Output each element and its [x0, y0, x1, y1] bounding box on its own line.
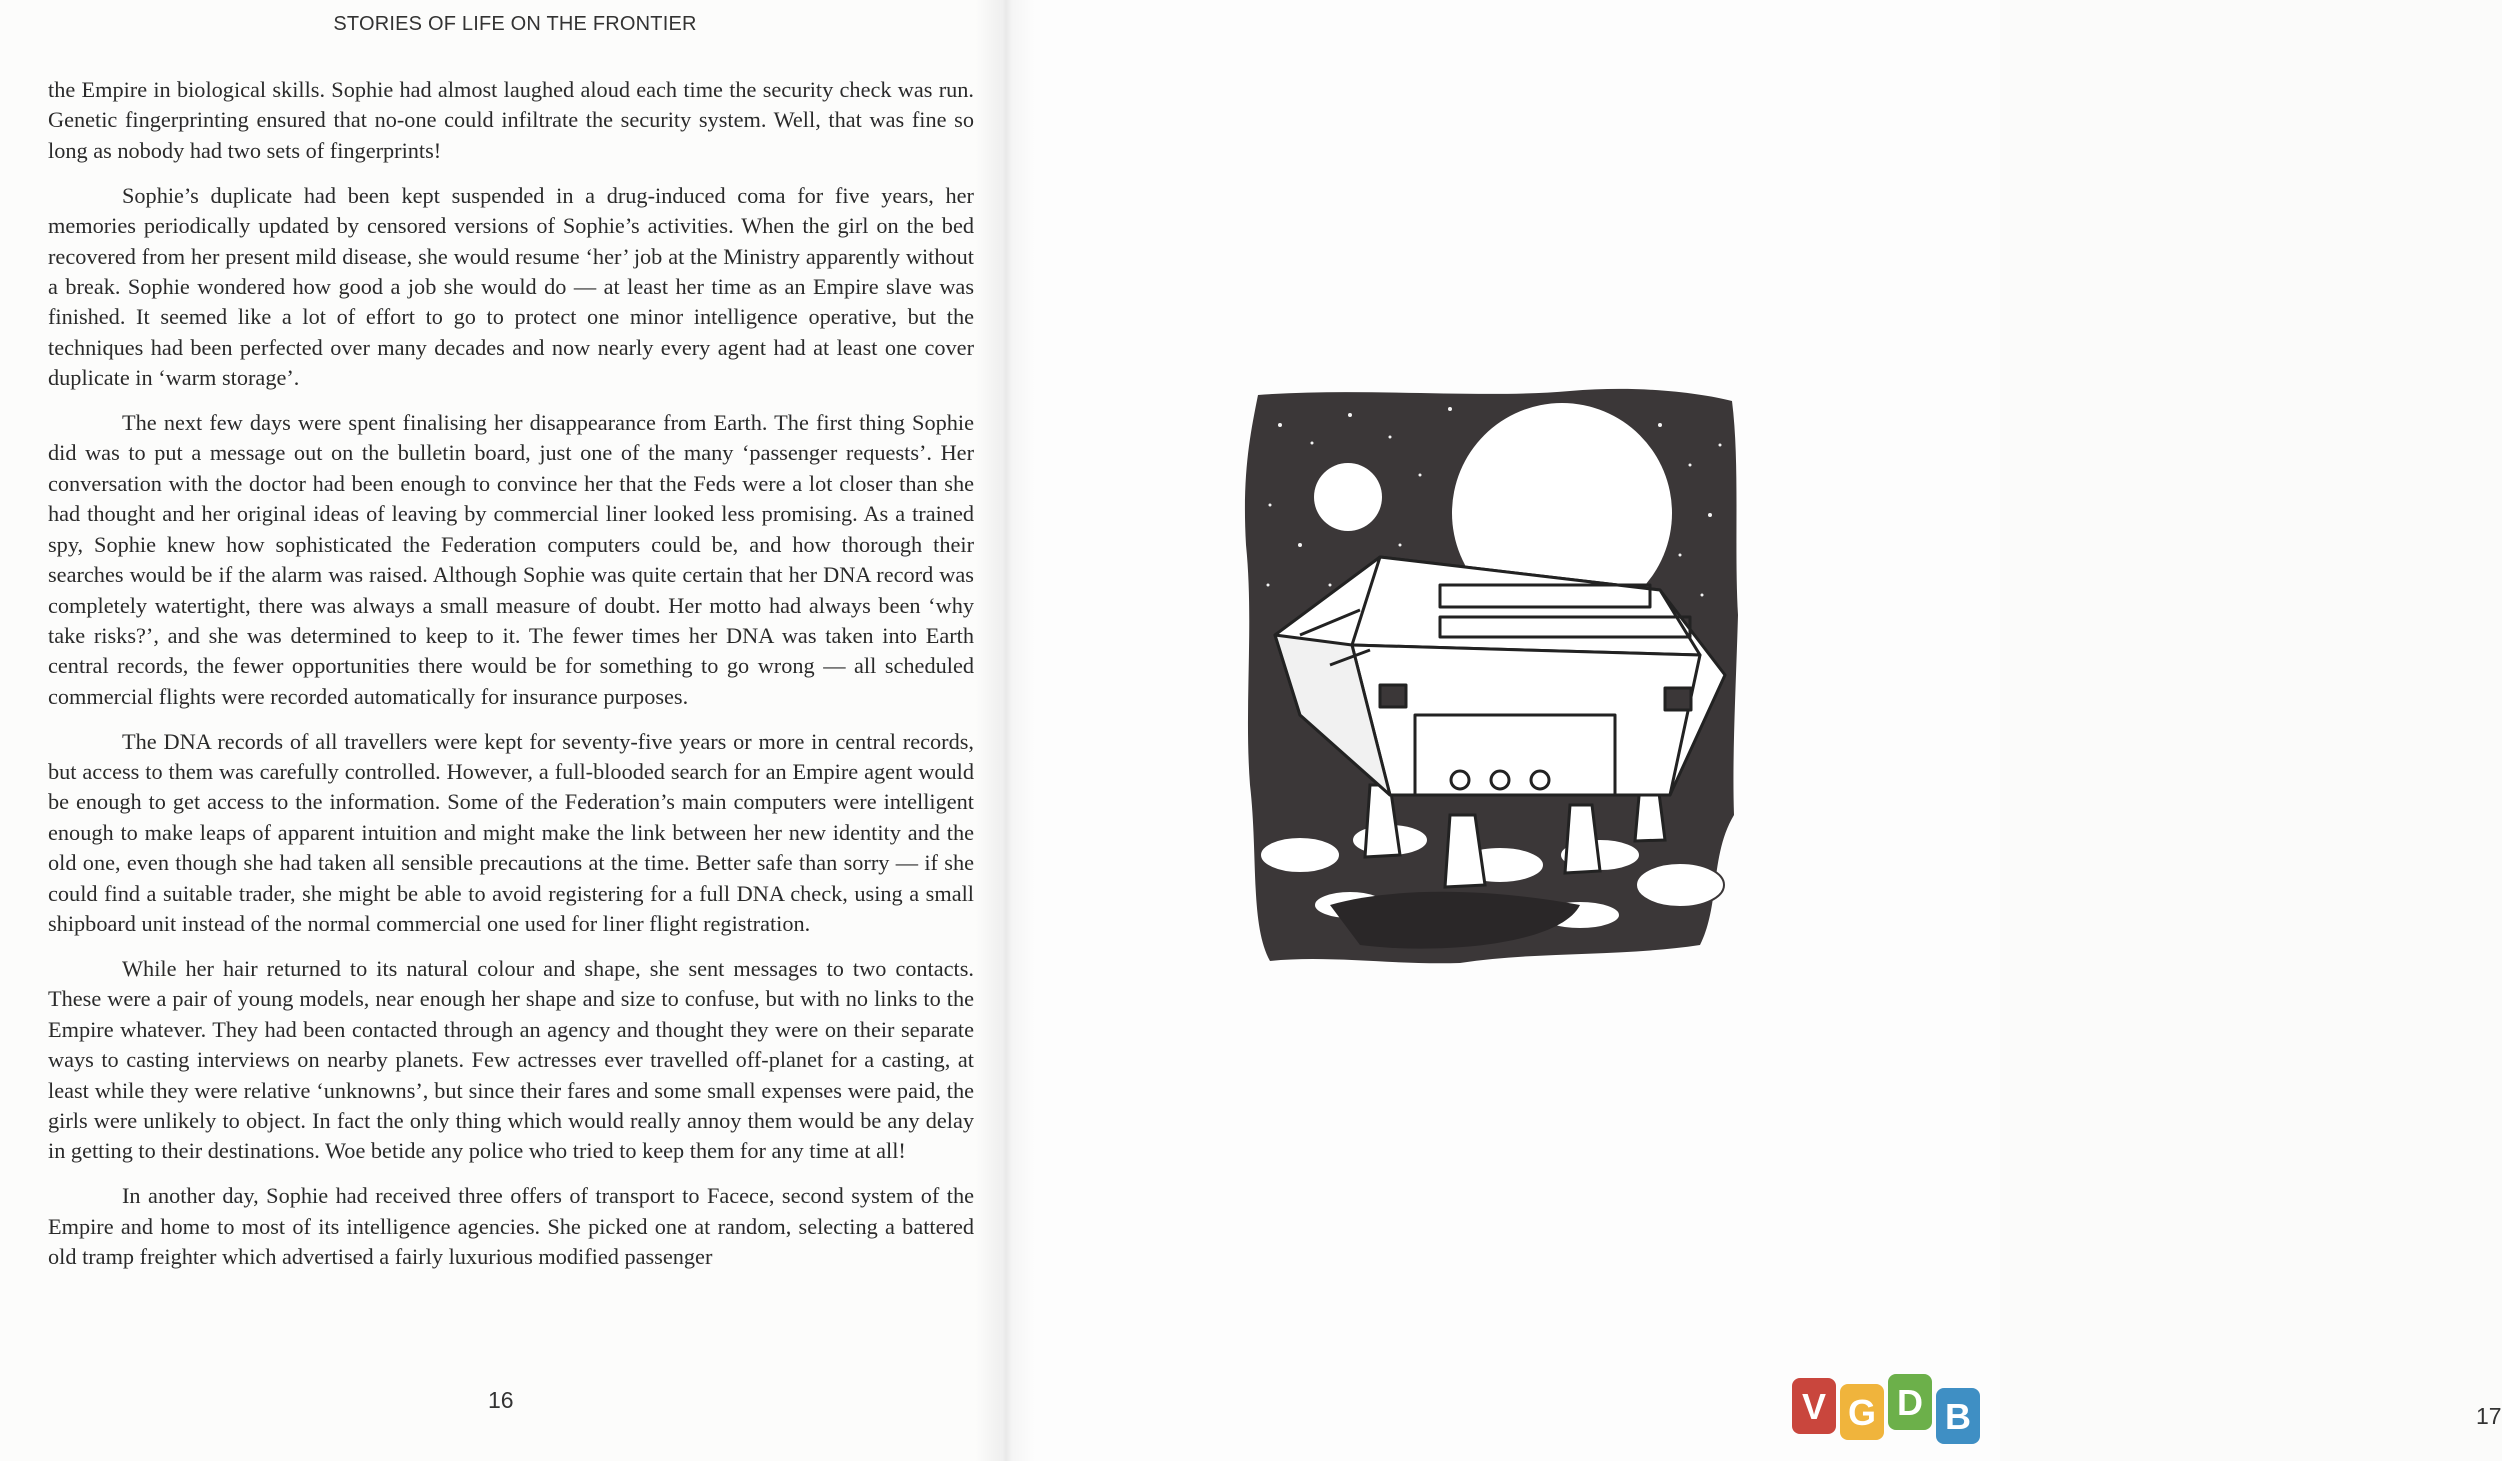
watermark-letter: V: [1801, 1386, 1827, 1427]
page-number-left: 16: [488, 1387, 514, 1413]
book-gutter: [975, 0, 1035, 1461]
paragraph: While her hair returned to its natural colour and shape, she sent messages to two contacts. These were a pair of young models, near enough her shape and size to confuse, but with no links to the Empire whatever. They had been contacted through an agency and thought they were on their separate ways to casting interviews on nearby planets. Few actresses ever travelled off-planet for a casting, at least while they were relative ‘unknowns’, but since their fares and some small expenses were paid, the girls were unlikely to object. In fact the only thing which would really annoy them would be any delay in getting to their destinations. Woe betide any police who tried to keep them for any time at all!: [48, 955, 974, 1164]
paragraph: The next few days were spent finalising her disappearance from Earth. The first thing Sophie did was to put a message out on the bulletin board, just one of the many ‘passenger requests’. Her conversation with the doctor had been enough to convince her that the Feds were a lot closer than she had thought and her original ideas of leaving by commercial liner looked less promising. As a trained spy, Sophie knew how sophisticated the Federation computers could be, and how thorough their searches would be if the alarm was raised. Although Sophie was quite certain that her DNA record was completely watertight, there was always a small measure of doubt. Her motto had always been ‘why take risks?’, and she was determined to keep to it. The fewer times her DNA was taken into Earth central records, the fewer opportunities there would be for something to go wrong — all scheduled commercial flights were recorded automatically for insurance purposes.: [48, 410, 974, 709]
running-head: STORIES OF LIFE ON THE FRONTIER: [333, 13, 697, 35]
body-text: [48, 75, 974, 1287]
paragraph: the Empire in biological skills. Sophie had almost laughed aloud each time the security check was run. Genetic fingerprinting ensured that no-one could infiltrate the security system. Well, that was fine so long as nobody had two sets of fingerprints!: [48, 77, 974, 163]
watermark-letter: G: [1847, 1392, 1877, 1433]
spaceship-illustration: [1240, 385, 1740, 967]
page-number-right: 17: [2476, 1403, 2502, 1429]
paragraph: In another day, Sophie had received three offers of transport to Facece, second system of the Empire and home to most of its intelligence agencies. She picked one at random, selecting a battered old tramp freighter which advertised a fairly luxurious modified passenger: [48, 1183, 974, 1270]
watermark-letter: D: [1897, 1382, 1923, 1423]
watermark-letter: B: [1945, 1396, 1971, 1437]
paragraph: The DNA records of all travellers were kept for seventy-five years or more in central records, but access to them was carefully controlled. However, a full-blooded search for an Empire agent would be enough to get access to the information. Some of the Federation’s main computers were intelligent enough to make leaps of apparent intuition and might make the link between her new identity and the old one, even though she had taken all sensible precautions at the time. Better safe than sorry — if she could find a suitable trader, she might be able to avoid registering for a full DNA check, using a small shipboard unit instead of the normal commercial one used for liner flight registration.: [48, 728, 974, 937]
left-page: [0, 0, 1000, 1461]
vgdb-watermark: [1790, 1372, 1986, 1452]
paragraph: Sophie’s duplicate had been kept suspended in a drug-induced coma for five years, her memories periodically updated by censored versions of Sophie’s activities. When the girl on the bed recovered from her present mild disease, she would resume ‘her’ job at the Ministry apparently without a break. Sophie wondered how good a job she would do — at least her time as an Empire slave was finished. It seemed like a lot of effort to go to protect one minor intelligence operative, but the techniques had been perfected over many decades and now nearly every agent had at least one cover duplicate in ‘warm storage’.: [48, 182, 974, 391]
